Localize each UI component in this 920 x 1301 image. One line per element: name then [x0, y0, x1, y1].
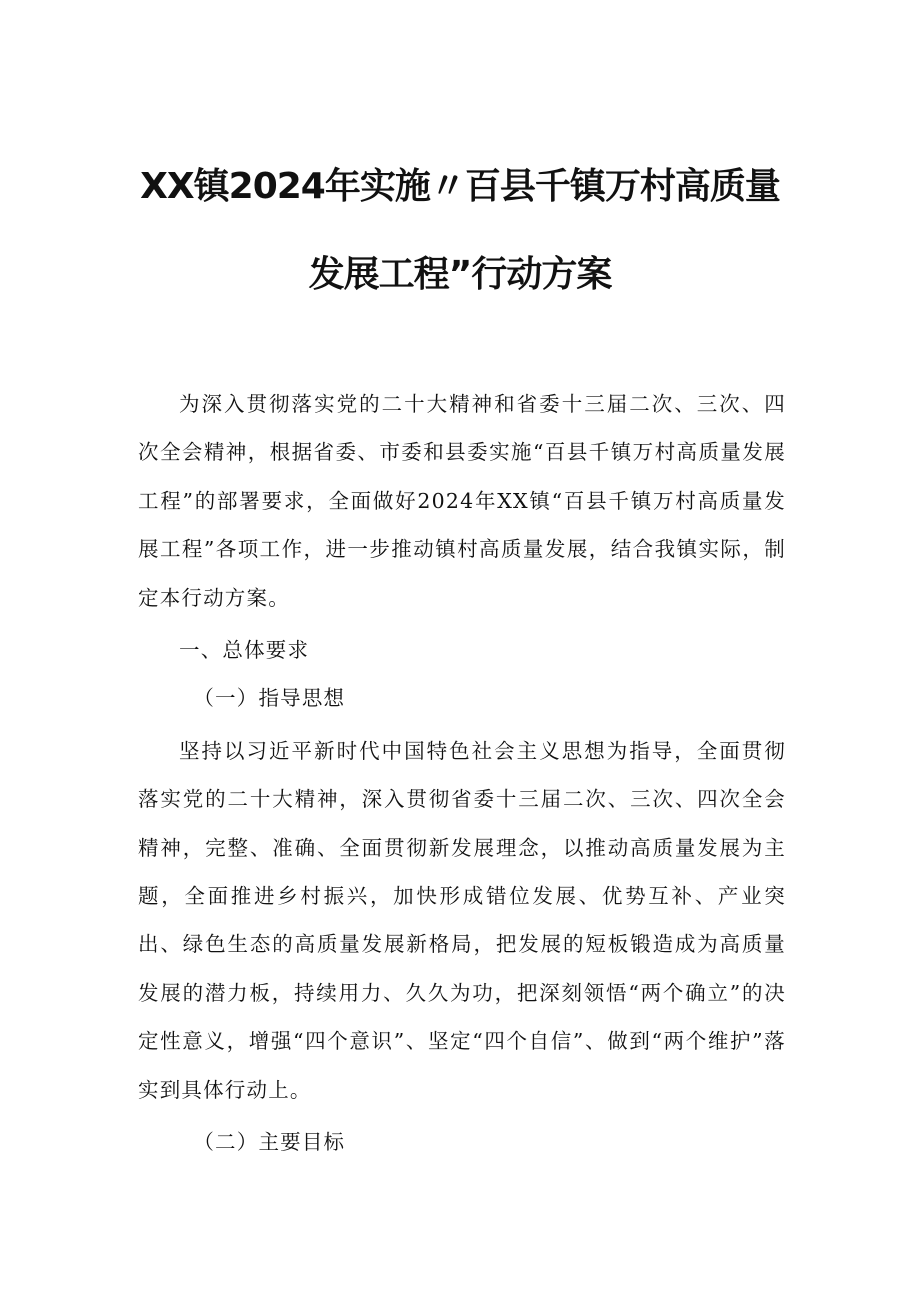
- intro-paragraph: 为深入贯彻落实党的二十大精神和省委十三届二次、三次、四次全会精神，根据省委、市委和县委实施“百县千镇万村高质量发展工程”的部署要求，全面做好2024年XX镇“百县千镇万村高质量发展工程”各项工作，进一步推动镇村高质量发展，结合我镇实际，制定本行动方案。: [138, 392, 786, 610]
- document-title-line-1: XX镇2024年实施〃百县千镇万村高质量: [140, 166, 780, 207]
- subsection-heading-main-goals: （二）主要目标: [193, 1130, 346, 1155]
- section-heading-general-requirements: 一、总体要求: [179, 638, 310, 663]
- guiding-ideology-paragraph: 坚持以习近平新时代中国特色社会主义思想为指导，全面贯彻落实党的二十大精神，深入贯彻省委十三届二次、三次、四次全会精神，完整、准确、全面贯彻新发展理念，以推动高质量发展为主题，全面推进乡村振兴，加快形成错位发展、优势互补、产业突出、绿色生态的高质量发展新格局，把发展的短板锻造成为高质量发展的潜力板，持续用力、久久为功，把深刻领悟“两个确立”的决定性意义，增强“四个意识”、坚定“四个自信”、做到“两个维护”落实到具体行动上。: [138, 738, 786, 1102]
- subsection-heading-guiding-ideology: （一）指导思想: [193, 686, 346, 711]
- document-body: [138, 380, 786, 1167]
- document-title-line-2: 发展工程”行动方案: [308, 254, 612, 295]
